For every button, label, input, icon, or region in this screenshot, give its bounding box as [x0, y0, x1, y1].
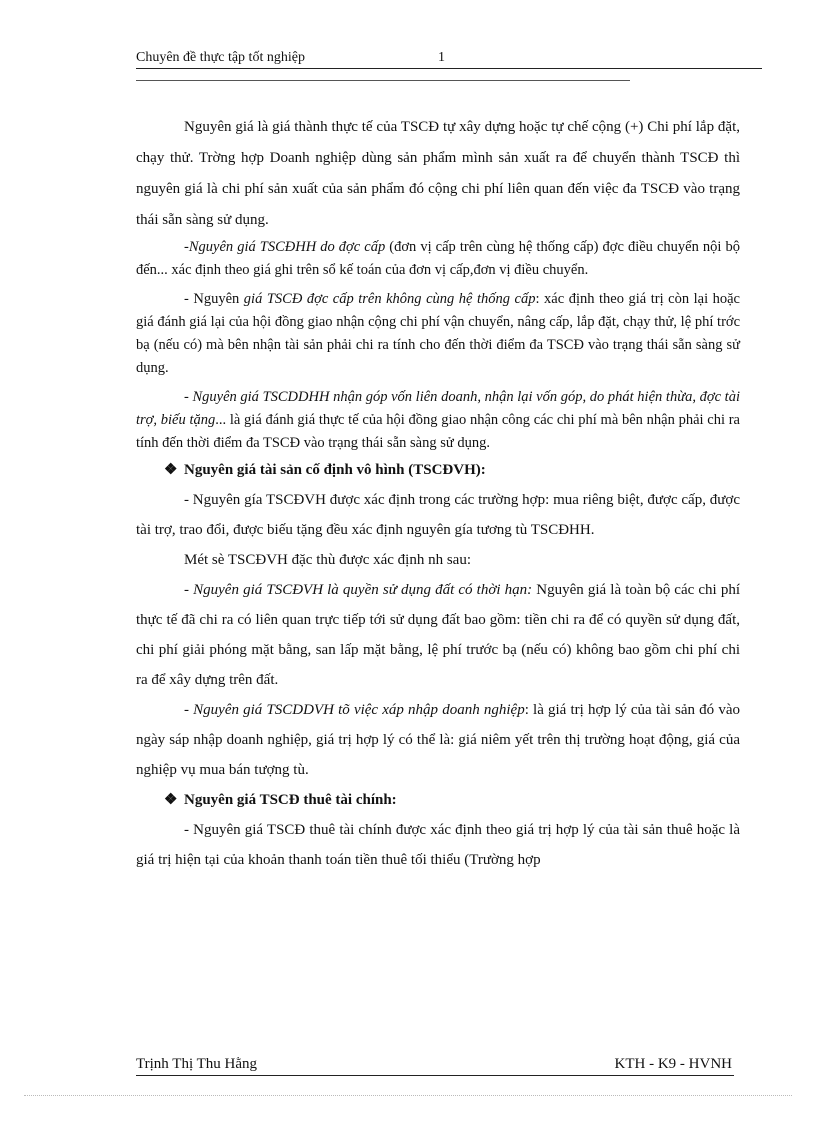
paragraph-3-lead: - Nguyên — [184, 291, 244, 307]
paragraph-7 — [136, 575, 740, 695]
paragraph-3 — [136, 288, 740, 380]
header-title: Chuyên đề thực tập tốt nghiệp — [136, 50, 305, 65]
paragraph-3-italic: giá TSCĐ đợc cấp trên không cùng hệ thống cấp — [243, 291, 536, 307]
paragraph-8-italic: Nguyên giá TSCDDVH tõ việc xáp nhập doanh nghiệp — [193, 702, 525, 718]
paragraph-2-rest: (đơn vị cấp trên cùng hệ thống cấp) đợc điều chuyển nội bộ đến... xác định theo giá ghi trên sổ kế toán của đơn vị cấp,đơn vị điều chuyển. — [136, 239, 740, 278]
paragraph-2-lead: - — [184, 239, 189, 255]
document-body — [136, 112, 740, 875]
section-heading-finance-lease — [136, 785, 740, 815]
paragraph-5: - Nguyên gía TSCĐVH được xác định trong các trường hợp: mua riêng biệt, được cấp, được tài trợ, trao đổi, được biếu tặng đều xác định nguyên gía tương tù TSCĐHH. — [136, 492, 740, 538]
header-rule — [136, 80, 630, 81]
paragraph-8-lead: - — [184, 702, 194, 718]
section-heading-intangible-text: Nguyên giá tài sản cố định vô hình (TSCĐVH): — [184, 462, 486, 478]
paragraph-1: Nguyên giá là giá thành thực tế của TSCĐ tự xây dựng hoặc tự chế cộng (+) Chi phí lắp đặt, chạy thử. Trờng hợp Doanh nghiệp dùng sản phẩm mình sản xuất ra để chuyển thành TSCĐ thì nguyên giá là chi phí sản xuất của sản phẩm đó cộng chi phí liên quan đến việc đa TSCĐ vào trạng thái sẵn sàng sử dụng. — [136, 119, 740, 228]
section-heading-intangible — [136, 455, 740, 485]
page-number: 1 — [438, 50, 445, 65]
footer-code: KTH - K9 - HVNH — [614, 1056, 732, 1072]
diamond-bullet-icon: ❖ — [164, 462, 178, 478]
paragraph-3-rest: : xác định theo giá trị còn lại hoặc giá đánh giá lại của hội đồng giao nhận cộng chi phí vận chuyển, nâng cấp, lắp đặt, chạy thử, lệ phí trớc bạ (nếu có) mà bên nhận tài sản phải chi ra tính cho đến thời điểm đa TSCĐ vào trạng thái sẵn sàng sử dụng. — [136, 291, 740, 376]
page-bottom-divider — [24, 1095, 792, 1096]
section-heading-finance-lease-text: Nguyên giá TSCĐ thuê tài chính: — [184, 792, 397, 808]
diamond-bullet-icon: ❖ — [164, 792, 178, 808]
paragraph-4-rest: ... là giá đánh giá thực tế của hội đồng giao nhận công các chi phí mà bên nhận phải chi ra tính đến thời điểm đa TSCĐ vào trạng thái sẵn sàng sử dụng. — [136, 412, 740, 451]
paragraph-4 — [136, 386, 740, 455]
footer-author: Trịnh Thị Thu Hằng — [136, 1056, 257, 1072]
paragraph-9: - Nguyên giá TSCĐ thuê tài chính được xác định theo giá trị hợp lý của tài sản thuê hoặc là giá trị hiện tại của khoản thanh toán tiền thuê tối thiểu (Trường hợp — [136, 822, 740, 868]
paragraph-2 — [136, 236, 740, 282]
paragraph-8 — [136, 695, 740, 785]
page-footer — [136, 1056, 734, 1076]
paragraph-4-italic: Nguyên giá TSCDDHH nhận góp vốn liên doanh, nhận lại vốn góp, do phát hiện thừa, đợc tài trợ, biếu tặng — [136, 389, 740, 428]
paragraph-2-italic: Nguyên giá TSCĐHH do đợc cấp — [188, 239, 386, 255]
paragraph-6: Mét sè TSCĐVH đặc thù được xác định nh sau: — [184, 552, 471, 568]
page-header — [136, 50, 762, 69]
paragraph-8-rest: : là giá trị hợp lý của tài sản đó vào ngày sáp nhập doanh nghiệp, giá trị hợp lý có thể là: giá niêm yết trên thị trường hoạt động, giá của nghiệp vụ mua bán tượng tù. — [136, 702, 740, 778]
paragraph-4-lead: - — [184, 389, 193, 405]
paragraph-7-italic: Nguyên giá TSCĐVH là quyền sử dụng đất có thời hạn: — [193, 582, 533, 598]
paragraph-7-lead: - — [184, 582, 194, 598]
paragraph-7-rest: Nguyên giá là toàn bộ các chi phí thực tế đã chi ra có liên quan trực tiếp tới sử dụng đất bao gồm: tiền chi ra để có quyền sử dụng đất, chi phí giải phóng mặt bằng, san lấp mặt bằng, lệ phí trước bạ (nếu có) không bao gồm chi phí chi ra để xây dựng trên đất. — [136, 582, 741, 688]
